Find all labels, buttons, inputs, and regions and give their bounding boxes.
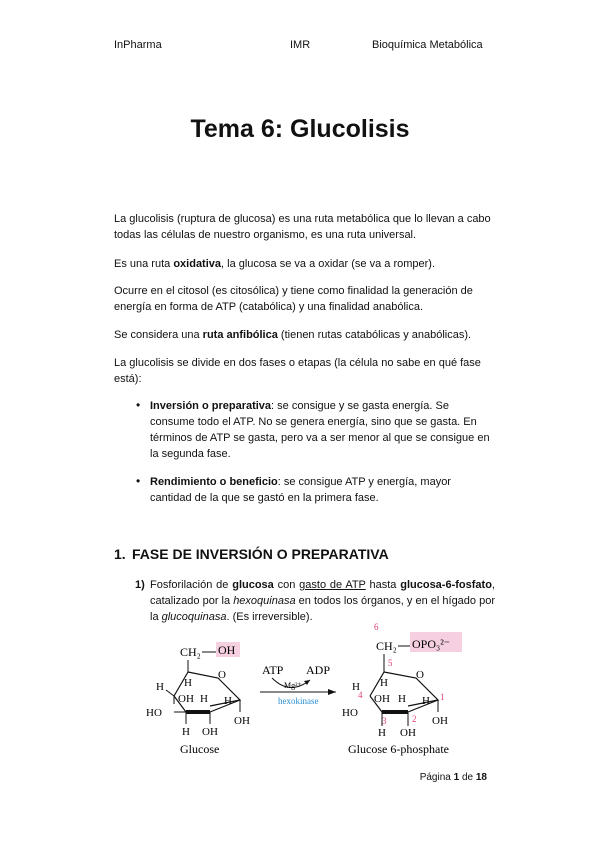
page-title: Tema 6: Glucolisis xyxy=(190,115,410,143)
bullet-dot: • xyxy=(136,398,141,412)
phosphate-group: OPO₃²⁻ xyxy=(412,637,451,651)
header-left: InPharma xyxy=(114,39,162,51)
svg-text:OH: OH xyxy=(202,726,218,738)
bullet-investment: Inversión o preparativa: se consigue y se gasta energía. Se consume todo el ATP. No se genera energía, sino que se gasta. En términos de ATP se gasta, pero va a ser menor al que se consigue en la segunda fase. xyxy=(150,400,490,460)
mg-cofactor: Mg²⁺ xyxy=(284,681,302,690)
svg-text:OH: OH xyxy=(178,693,194,705)
paragraph-location: Ocurre en el citosol (es citosólica) y tiene como finalidad la generación de energía en forma de ATP (catabólica) y una finalidad anabólica. xyxy=(114,285,473,313)
svg-text:O: O xyxy=(416,669,424,681)
enzyme-hexokinase: hexokinase xyxy=(278,696,319,706)
glucose-phosphorylation-diagram xyxy=(140,620,470,760)
svg-text:H: H xyxy=(398,693,406,705)
bullet-dot: • xyxy=(136,474,141,488)
glucose-ch2: CH₂ xyxy=(180,645,201,659)
reaction-arrow xyxy=(260,663,336,706)
svg-text:H: H xyxy=(182,726,190,738)
glucose-molecule xyxy=(146,642,250,756)
glucose-oh6: OH xyxy=(218,643,236,657)
svg-text:H: H xyxy=(380,677,388,689)
svg-text:H: H xyxy=(352,681,360,693)
glucose-6-phosphate-molecule xyxy=(342,622,462,756)
svg-text:H: H xyxy=(224,695,232,707)
glucose-label: Glucose xyxy=(180,742,220,756)
bullet-yield: Rendimiento o beneficio: se consigue ATP y energía, mayor cantidad de la que se gastó en la primera fase. xyxy=(150,476,451,504)
adp-label: ADP xyxy=(306,663,331,677)
carbon-number: 2 xyxy=(412,714,417,724)
svg-text:HO: HO xyxy=(146,707,162,719)
svg-text:H: H xyxy=(378,727,386,739)
svg-text:H: H xyxy=(184,677,192,689)
page-number: Página 1 de 18 xyxy=(419,772,487,783)
atp-label: ATP xyxy=(262,663,284,677)
carbon-number: 3 xyxy=(382,716,387,726)
svg-text:H: H xyxy=(200,693,208,705)
header-right: Bioquímica Metabólica xyxy=(372,39,483,51)
g6p-label: Glucose 6-phosphate xyxy=(348,742,449,756)
paragraph-oxidative: Es una ruta oxidativa, la glucosa se va a oxidar (se va a romper). xyxy=(114,258,435,270)
svg-text:HO: HO xyxy=(342,707,358,719)
carbon-number: 5 xyxy=(388,658,393,668)
step-1: 1) Fosforilación de glucosa con gasto de ATP hasta glucosa-6-fosfato, catalizado por la hexoquinasa en todos los órganos, y en el hígado por la glucoquinasa. (Es irreversible). xyxy=(135,579,495,623)
paragraph-definition: La glucolisis (ruptura de glucosa) es una ruta metabólica que lo llevan a cabo todas las células de nuestro organismo, es una ruta universal. xyxy=(114,213,491,241)
section-heading: 1. FASE DE INVERSIÓN O PREPARATIVA xyxy=(114,546,389,562)
paragraph-amphibolic: Se considera una ruta anfibólica (tienen rutas catabólicas y anabólicas). xyxy=(114,329,472,341)
svg-text:OH: OH xyxy=(374,693,390,705)
paragraph-phases: La glucolisis se divide en dos fases o etapas (la célula no sabe en qué fase está): xyxy=(114,357,481,385)
carbon-number: 4 xyxy=(358,690,363,700)
carbon-number: 1 xyxy=(440,692,445,702)
svg-text:OH: OH xyxy=(400,727,416,739)
svg-text:H: H xyxy=(422,695,430,707)
carbon-number: 6 xyxy=(374,622,379,632)
g6p-ch2: CH₂ xyxy=(376,639,397,653)
svg-text:OH: OH xyxy=(234,715,250,727)
header-center: IMR xyxy=(290,39,311,51)
svg-text:OH: OH xyxy=(432,715,448,727)
svg-text:H: H xyxy=(156,681,164,693)
ring-oxygen: O xyxy=(218,669,226,681)
